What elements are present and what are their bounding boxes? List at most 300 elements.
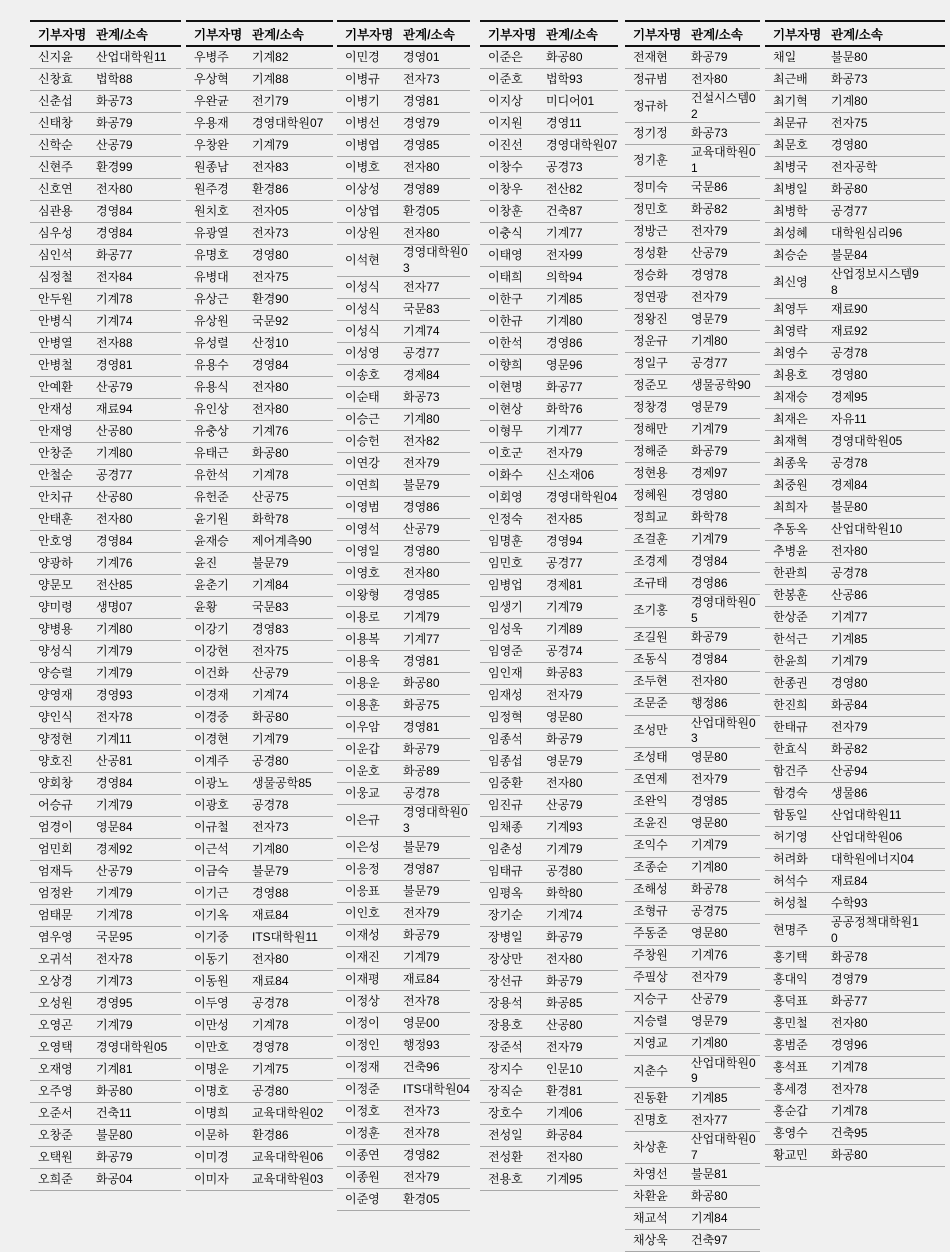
table-row bbox=[186, 641, 333, 663]
table-row bbox=[480, 333, 618, 355]
donor-affiliation: 전자80 bbox=[403, 159, 440, 174]
donor-name: 이건화 bbox=[194, 665, 229, 680]
donor-name: 허성철 bbox=[773, 895, 808, 910]
donor-affiliation: 기계78 bbox=[831, 1104, 868, 1119]
donor-affiliation: 불문81 bbox=[691, 1166, 728, 1181]
table-row bbox=[765, 915, 945, 947]
donor-affiliation: 산업대학원07 bbox=[691, 1131, 756, 1162]
donor-affiliation: 공경77 bbox=[546, 555, 583, 570]
donor-name: 이상원 bbox=[345, 225, 380, 240]
table-row bbox=[480, 795, 618, 817]
donor-name: 이운호 bbox=[345, 763, 380, 778]
header-donor-name: 기부자명 bbox=[38, 27, 87, 42]
table-row bbox=[765, 69, 945, 91]
table-row bbox=[337, 223, 470, 245]
donor-affiliation: 경영86 bbox=[403, 499, 440, 514]
donor-affiliation: 생명07 bbox=[96, 599, 133, 614]
table-row bbox=[337, 321, 470, 343]
table-row bbox=[480, 377, 618, 399]
donor-name: 채일 bbox=[773, 49, 797, 64]
donor-name: 이상성 bbox=[345, 181, 380, 196]
donor-name: 이호군 bbox=[488, 445, 523, 460]
donor-name: 이태영 bbox=[488, 247, 523, 262]
table-row bbox=[337, 1167, 470, 1189]
donor-affiliation: 경영대학원03 bbox=[403, 805, 468, 835]
table-row bbox=[625, 573, 760, 595]
table-row bbox=[625, 47, 760, 69]
table-row bbox=[480, 1081, 618, 1103]
donor-name: 정방근 bbox=[633, 224, 668, 239]
donor-affiliation: 공경75 bbox=[691, 904, 728, 919]
donor-name: 정민호 bbox=[633, 202, 668, 217]
donor-affiliation: 환경05 bbox=[403, 1192, 440, 1207]
table-row bbox=[765, 47, 945, 69]
table-row bbox=[765, 739, 945, 761]
donor-affiliation: 대학원에너지04 bbox=[831, 851, 914, 866]
donor-affiliation: 공경77 bbox=[403, 345, 440, 360]
donor-affiliation: 불문79 bbox=[403, 477, 440, 492]
donor-name: 홍대익 bbox=[773, 972, 808, 987]
donor-affiliation: 국문92 bbox=[252, 313, 289, 328]
table-row bbox=[765, 299, 945, 321]
donor-name: 전성일 bbox=[488, 1127, 523, 1142]
donor-name: 최종욱 bbox=[773, 455, 808, 470]
table-row bbox=[765, 1035, 945, 1057]
table-row bbox=[337, 1123, 470, 1145]
donor-name: 임태규 bbox=[488, 863, 523, 878]
donor-name: 이한석 bbox=[488, 335, 523, 350]
table-row bbox=[30, 949, 181, 971]
table-row bbox=[186, 949, 333, 971]
donor-affiliation: 경영87 bbox=[403, 862, 440, 877]
donor-affiliation: 전자73 bbox=[252, 225, 289, 240]
table-row bbox=[765, 947, 945, 969]
donor-affiliation: 공경78 bbox=[831, 455, 868, 470]
donor-name: 이한규 bbox=[488, 313, 523, 328]
donor-affiliation: 전자77 bbox=[403, 279, 440, 294]
donor-affiliation: 화공80 bbox=[831, 181, 868, 196]
donor-affiliation: 산업대학원03 bbox=[691, 715, 756, 746]
table-row bbox=[625, 331, 760, 353]
donor-name: 정희교 bbox=[633, 510, 668, 525]
table-row bbox=[480, 1037, 618, 1059]
donor-affiliation: 공경78 bbox=[403, 785, 440, 800]
donor-name: 임영준 bbox=[488, 643, 523, 658]
donor-name: 한태규 bbox=[773, 719, 808, 734]
donor-name: 최병일 bbox=[773, 181, 808, 196]
table-row bbox=[30, 1125, 181, 1147]
table-row bbox=[337, 629, 470, 651]
table-row bbox=[765, 871, 945, 893]
table-row bbox=[337, 805, 470, 837]
donor-name: 유용수 bbox=[194, 357, 229, 372]
donor-name: 한봉훈 bbox=[773, 587, 808, 602]
donor-affiliation: 기계80 bbox=[252, 841, 289, 856]
table-row bbox=[765, 827, 945, 849]
donor-name: 이병기 bbox=[345, 93, 380, 108]
donor-affiliation: 화공79 bbox=[691, 49, 728, 64]
donor-name: 임평옥 bbox=[488, 885, 523, 900]
donor-affiliation: 전자79 bbox=[691, 290, 728, 305]
donor-name: 윤기원 bbox=[194, 511, 229, 526]
donor-affiliation: 전자80 bbox=[96, 511, 133, 526]
table-row bbox=[625, 595, 760, 627]
donor-affiliation: 산업대학원11 bbox=[96, 49, 167, 64]
table-row bbox=[765, 1013, 945, 1035]
table-row bbox=[186, 355, 333, 377]
table-row bbox=[30, 861, 181, 883]
donor-affiliation: 경제97 bbox=[691, 466, 728, 481]
donor-affiliation: 기계74 bbox=[96, 313, 133, 328]
donor-affiliation: 기계79 bbox=[96, 797, 133, 812]
table-row bbox=[765, 761, 945, 783]
donor-name: 함건주 bbox=[773, 763, 808, 778]
table-row bbox=[625, 716, 760, 748]
table-row bbox=[337, 277, 470, 299]
donor-affiliation: 화공04 bbox=[96, 1171, 133, 1186]
donor-name: 이정준 bbox=[345, 1082, 380, 1097]
donor-affiliation: 전자75 bbox=[252, 643, 289, 658]
donor-name: 이인호 bbox=[345, 906, 380, 921]
table-row bbox=[186, 1015, 333, 1037]
donor-name: 이준은 bbox=[488, 49, 523, 64]
donor-column-5 bbox=[625, 20, 760, 1252]
donor-name: 유성렬 bbox=[194, 335, 229, 350]
table-row bbox=[337, 651, 470, 673]
donor-name: 진동환 bbox=[633, 1090, 668, 1105]
table-row bbox=[765, 519, 945, 541]
donor-name: 양인식 bbox=[38, 709, 73, 724]
donor-name: 채교석 bbox=[633, 1210, 668, 1225]
donor-affiliation: 산공75 bbox=[252, 489, 289, 504]
table-row bbox=[30, 597, 181, 619]
table-row bbox=[30, 553, 181, 575]
table-row bbox=[30, 179, 181, 201]
donor-affiliation: 경영82 bbox=[403, 1148, 440, 1163]
donor-name: 정기정 bbox=[633, 125, 668, 140]
donor-affiliation: 공경78 bbox=[831, 565, 868, 580]
table-row bbox=[625, 419, 760, 441]
donor-affiliation: 인문10 bbox=[546, 1061, 583, 1076]
donor-name: 이상엽 bbox=[345, 203, 380, 218]
table-row bbox=[480, 971, 618, 993]
table-row bbox=[625, 551, 760, 573]
table-row bbox=[337, 695, 470, 717]
table-row bbox=[765, 387, 945, 409]
donor-affiliation: 화공78 bbox=[691, 882, 728, 897]
donor-affiliation: 수학93 bbox=[831, 895, 868, 910]
table-row bbox=[337, 881, 470, 903]
donor-name: 장용호 bbox=[488, 1017, 523, 1032]
table-row bbox=[337, 1101, 470, 1123]
donor-affiliation: 산공79 bbox=[96, 137, 133, 152]
table-row bbox=[337, 201, 470, 223]
donor-affiliation: 경영81 bbox=[403, 719, 440, 734]
donor-affiliation: 화공84 bbox=[546, 1127, 583, 1142]
table-row bbox=[30, 839, 181, 861]
donor-name: 장기순 bbox=[488, 907, 523, 922]
donor-affiliation: 신소재06 bbox=[546, 467, 595, 482]
donor-affiliation: 화공73 bbox=[831, 71, 868, 86]
donor-name: 최재은 bbox=[773, 411, 808, 426]
donor-affiliation: 화공82 bbox=[831, 741, 868, 756]
donor-affiliation: 기계88 bbox=[252, 71, 289, 86]
donor-affiliation: 기계80 bbox=[96, 621, 133, 636]
donor-affiliation: 기계95 bbox=[546, 1171, 583, 1186]
header-affiliation: 관계/소속 bbox=[831, 27, 883, 42]
header-donor-name: 기부자명 bbox=[194, 27, 243, 42]
donor-name: 윤황 bbox=[194, 599, 218, 614]
donor-name: 이승근 bbox=[345, 411, 380, 426]
donor-name: 조종순 bbox=[633, 860, 668, 875]
table-row bbox=[765, 267, 945, 299]
donor-affiliation: 기계79 bbox=[546, 841, 583, 856]
donor-name: 이현명 bbox=[488, 379, 523, 394]
donor-name: 신태창 bbox=[38, 115, 73, 130]
donor-name: 차상훈 bbox=[633, 1139, 668, 1154]
donor-affiliation: 기계79 bbox=[96, 643, 133, 658]
donor-name: 원치호 bbox=[194, 203, 229, 218]
donor-affiliation: 경영78 bbox=[691, 268, 728, 283]
donor-name: 양미령 bbox=[38, 599, 73, 614]
donor-affiliation: 기계79 bbox=[252, 137, 289, 152]
donor-name: 이용욱 bbox=[345, 653, 380, 668]
donor-affiliation: 기계79 bbox=[691, 532, 728, 547]
donor-name: 추병윤 bbox=[773, 543, 808, 558]
table-row bbox=[337, 673, 470, 695]
donor-affiliation: 산업대학원11 bbox=[831, 807, 902, 822]
table-row bbox=[30, 267, 181, 289]
table-row bbox=[480, 355, 618, 377]
donor-affiliation: 재료92 bbox=[831, 323, 868, 338]
table-row bbox=[186, 707, 333, 729]
donor-name: 유헌준 bbox=[194, 489, 229, 504]
table-row bbox=[625, 946, 760, 968]
donor-name: 최중원 bbox=[773, 477, 808, 492]
donor-name: 오재영 bbox=[38, 1061, 73, 1076]
donor-affiliation: 경영85 bbox=[403, 587, 440, 602]
donor-name: 이명운 bbox=[194, 1061, 229, 1076]
donor-affiliation: 공경77 bbox=[691, 356, 728, 371]
donor-affiliation: 산공94 bbox=[831, 763, 868, 778]
donor-affiliation: 전자73 bbox=[252, 819, 289, 834]
table-row bbox=[337, 135, 470, 157]
table-row bbox=[337, 1079, 470, 1101]
donor-affiliation: 기계79 bbox=[403, 609, 440, 624]
table-row bbox=[765, 1101, 945, 1123]
donor-name: 한종권 bbox=[773, 675, 808, 690]
donor-name: 이영일 bbox=[345, 543, 380, 558]
donor-name: 오택원 bbox=[38, 1149, 73, 1164]
table-row bbox=[765, 1057, 945, 1079]
donor-name: 이용운 bbox=[345, 675, 380, 690]
donor-name: 이종원 bbox=[345, 1170, 380, 1185]
donor-affiliation: 화공73 bbox=[96, 93, 133, 108]
donor-name: 한진희 bbox=[773, 697, 808, 712]
donor-affiliation: 화공73 bbox=[403, 389, 440, 404]
table-row bbox=[480, 685, 618, 707]
table-row bbox=[186, 487, 333, 509]
donor-affiliation: 전자85 bbox=[546, 511, 583, 526]
table-row bbox=[186, 1169, 333, 1191]
donor-affiliation: 산공86 bbox=[831, 587, 868, 602]
donor-name: 오성원 bbox=[38, 995, 73, 1010]
table-row bbox=[30, 333, 181, 355]
donor-affiliation: 경제81 bbox=[546, 577, 583, 592]
donor-affiliation: 경제95 bbox=[831, 389, 868, 404]
donor-name: 이우암 bbox=[345, 719, 380, 734]
donor-name: 임재성 bbox=[488, 687, 523, 702]
donor-name: 이성식 bbox=[345, 279, 380, 294]
donor-name: 허려화 bbox=[773, 851, 808, 866]
donor-name: 정연광 bbox=[633, 290, 668, 305]
donor-name: 유상원 bbox=[194, 313, 229, 328]
table-row bbox=[625, 858, 760, 880]
donor-name: 이두영 bbox=[194, 995, 229, 1010]
donor-name: 이성식 bbox=[345, 301, 380, 316]
donor-affiliation: 기계93 bbox=[546, 819, 583, 834]
table-row bbox=[765, 717, 945, 739]
donor-affiliation: 경영81 bbox=[403, 93, 440, 108]
donor-name: 이성영 bbox=[345, 345, 380, 360]
donor-name: 우창완 bbox=[194, 137, 229, 152]
donor-affiliation: 기계78 bbox=[252, 467, 289, 482]
table-row bbox=[30, 91, 181, 113]
donor-affiliation: 생물86 bbox=[831, 785, 868, 800]
table-row bbox=[186, 179, 333, 201]
donor-name: 이정재 bbox=[345, 1060, 380, 1075]
donor-affiliation: 화공78 bbox=[831, 950, 868, 965]
donor-name: 한윤희 bbox=[773, 653, 808, 668]
table-row bbox=[480, 399, 618, 421]
donor-affiliation: 화공79 bbox=[96, 115, 133, 130]
donor-affiliation: 화공80 bbox=[691, 1188, 728, 1203]
donor-affiliation: 경영대학원04 bbox=[546, 489, 618, 504]
donor-name: 엄민회 bbox=[38, 841, 73, 856]
table-row bbox=[625, 485, 760, 507]
donor-affiliation: 산공79 bbox=[691, 992, 728, 1007]
donor-affiliation: 전자78 bbox=[831, 1082, 868, 1097]
donor-name: 최문규 bbox=[773, 115, 808, 130]
table-row bbox=[337, 947, 470, 969]
donor-affiliation: 화공79 bbox=[691, 630, 728, 645]
donor-affiliation: 기계79 bbox=[96, 885, 133, 900]
table-row bbox=[765, 651, 945, 673]
donor-affiliation: 전자80 bbox=[403, 225, 440, 240]
table-row bbox=[337, 859, 470, 881]
donor-name: 안철순 bbox=[38, 467, 73, 482]
donor-affiliation: 기계74 bbox=[546, 907, 583, 922]
donor-name: 이금숙 bbox=[194, 863, 229, 878]
donor-affiliation: 전자80 bbox=[96, 181, 133, 196]
donor-name: 안치규 bbox=[38, 489, 73, 504]
donor-name: 이정호 bbox=[345, 1104, 380, 1119]
donor-affiliation: 전자73 bbox=[403, 71, 440, 86]
table-row bbox=[625, 814, 760, 836]
donor-name: 조문준 bbox=[633, 696, 668, 711]
table-row bbox=[480, 817, 618, 839]
donor-affiliation: 기계80 bbox=[403, 411, 440, 426]
table-row bbox=[186, 69, 333, 91]
donor-affiliation: 기계79 bbox=[546, 599, 583, 614]
table-row bbox=[480, 773, 618, 795]
donor-affiliation: 영문84 bbox=[96, 819, 133, 834]
donor-name: 홍범준 bbox=[773, 1038, 808, 1053]
header-donor-name: 기부자명 bbox=[345, 27, 394, 42]
donor-name: 최승순 bbox=[773, 247, 808, 262]
table-row bbox=[186, 47, 333, 69]
table-row bbox=[186, 839, 333, 861]
donor-affiliation: 기계85 bbox=[691, 1090, 728, 1105]
table-row bbox=[625, 309, 760, 331]
donor-name: 정왕진 bbox=[633, 312, 668, 327]
table-row bbox=[186, 729, 333, 751]
donor-affiliation: 전자78 bbox=[96, 709, 133, 724]
table-row bbox=[480, 443, 618, 465]
table-row bbox=[625, 507, 760, 529]
table-row bbox=[337, 519, 470, 541]
table-row bbox=[625, 1230, 760, 1252]
donor-name: 이지원 bbox=[488, 115, 523, 130]
table-row bbox=[337, 69, 470, 91]
table-row bbox=[625, 990, 760, 1012]
donor-affiliation: 화공79 bbox=[691, 444, 728, 459]
donor-affiliation: 화공80 bbox=[252, 445, 289, 460]
donor-name: 장호수 bbox=[488, 1105, 523, 1120]
donor-name: 안두원 bbox=[38, 291, 73, 306]
donor-name: 허석수 bbox=[773, 873, 808, 888]
donor-name: 이병선 bbox=[345, 115, 380, 130]
donor-affiliation: 화공77 bbox=[831, 994, 868, 1009]
table-row bbox=[765, 201, 945, 223]
donor-affiliation: 화공73 bbox=[691, 125, 728, 140]
donor-name: 홍영수 bbox=[773, 1126, 808, 1141]
donor-affiliation: 전자80 bbox=[831, 1016, 868, 1031]
table-row bbox=[765, 245, 945, 267]
donor-name: 신춘섭 bbox=[38, 93, 73, 108]
donor-name: 홍기택 bbox=[773, 950, 808, 965]
donor-affiliation: 국문83 bbox=[252, 599, 289, 614]
table-row bbox=[30, 531, 181, 553]
donor-affiliation: 기계89 bbox=[546, 621, 583, 636]
table-row bbox=[30, 883, 181, 905]
donor-name: 최재승 bbox=[773, 389, 808, 404]
table-row bbox=[186, 399, 333, 421]
table-row bbox=[30, 399, 181, 421]
table-row bbox=[480, 91, 618, 113]
donor-affiliation: 기계75 bbox=[252, 1061, 289, 1076]
donor-affiliation: 기계79 bbox=[691, 422, 728, 437]
donor-name: 이송호 bbox=[345, 367, 380, 382]
donor-affiliation: 전자78 bbox=[96, 951, 133, 966]
donor-name: 이명희 bbox=[194, 1105, 229, 1120]
table-row bbox=[480, 113, 618, 135]
donor-name: 양문모 bbox=[38, 577, 73, 592]
donor-name: 이창수 bbox=[488, 159, 523, 174]
donor-affiliation: 재료90 bbox=[831, 301, 868, 316]
donor-name: 이향희 bbox=[488, 357, 523, 372]
donor-name: 조동식 bbox=[633, 652, 668, 667]
donor-name: 양광하 bbox=[38, 555, 73, 570]
donor-affiliation: 불문80 bbox=[96, 1127, 133, 1142]
table-row bbox=[337, 299, 470, 321]
donor-name: 이강현 bbox=[194, 643, 229, 658]
table-row bbox=[625, 199, 760, 221]
donor-name: 이용복 bbox=[345, 631, 380, 646]
table-row bbox=[337, 179, 470, 201]
table-row bbox=[30, 465, 181, 487]
donor-affiliation: 행정93 bbox=[403, 1038, 440, 1053]
